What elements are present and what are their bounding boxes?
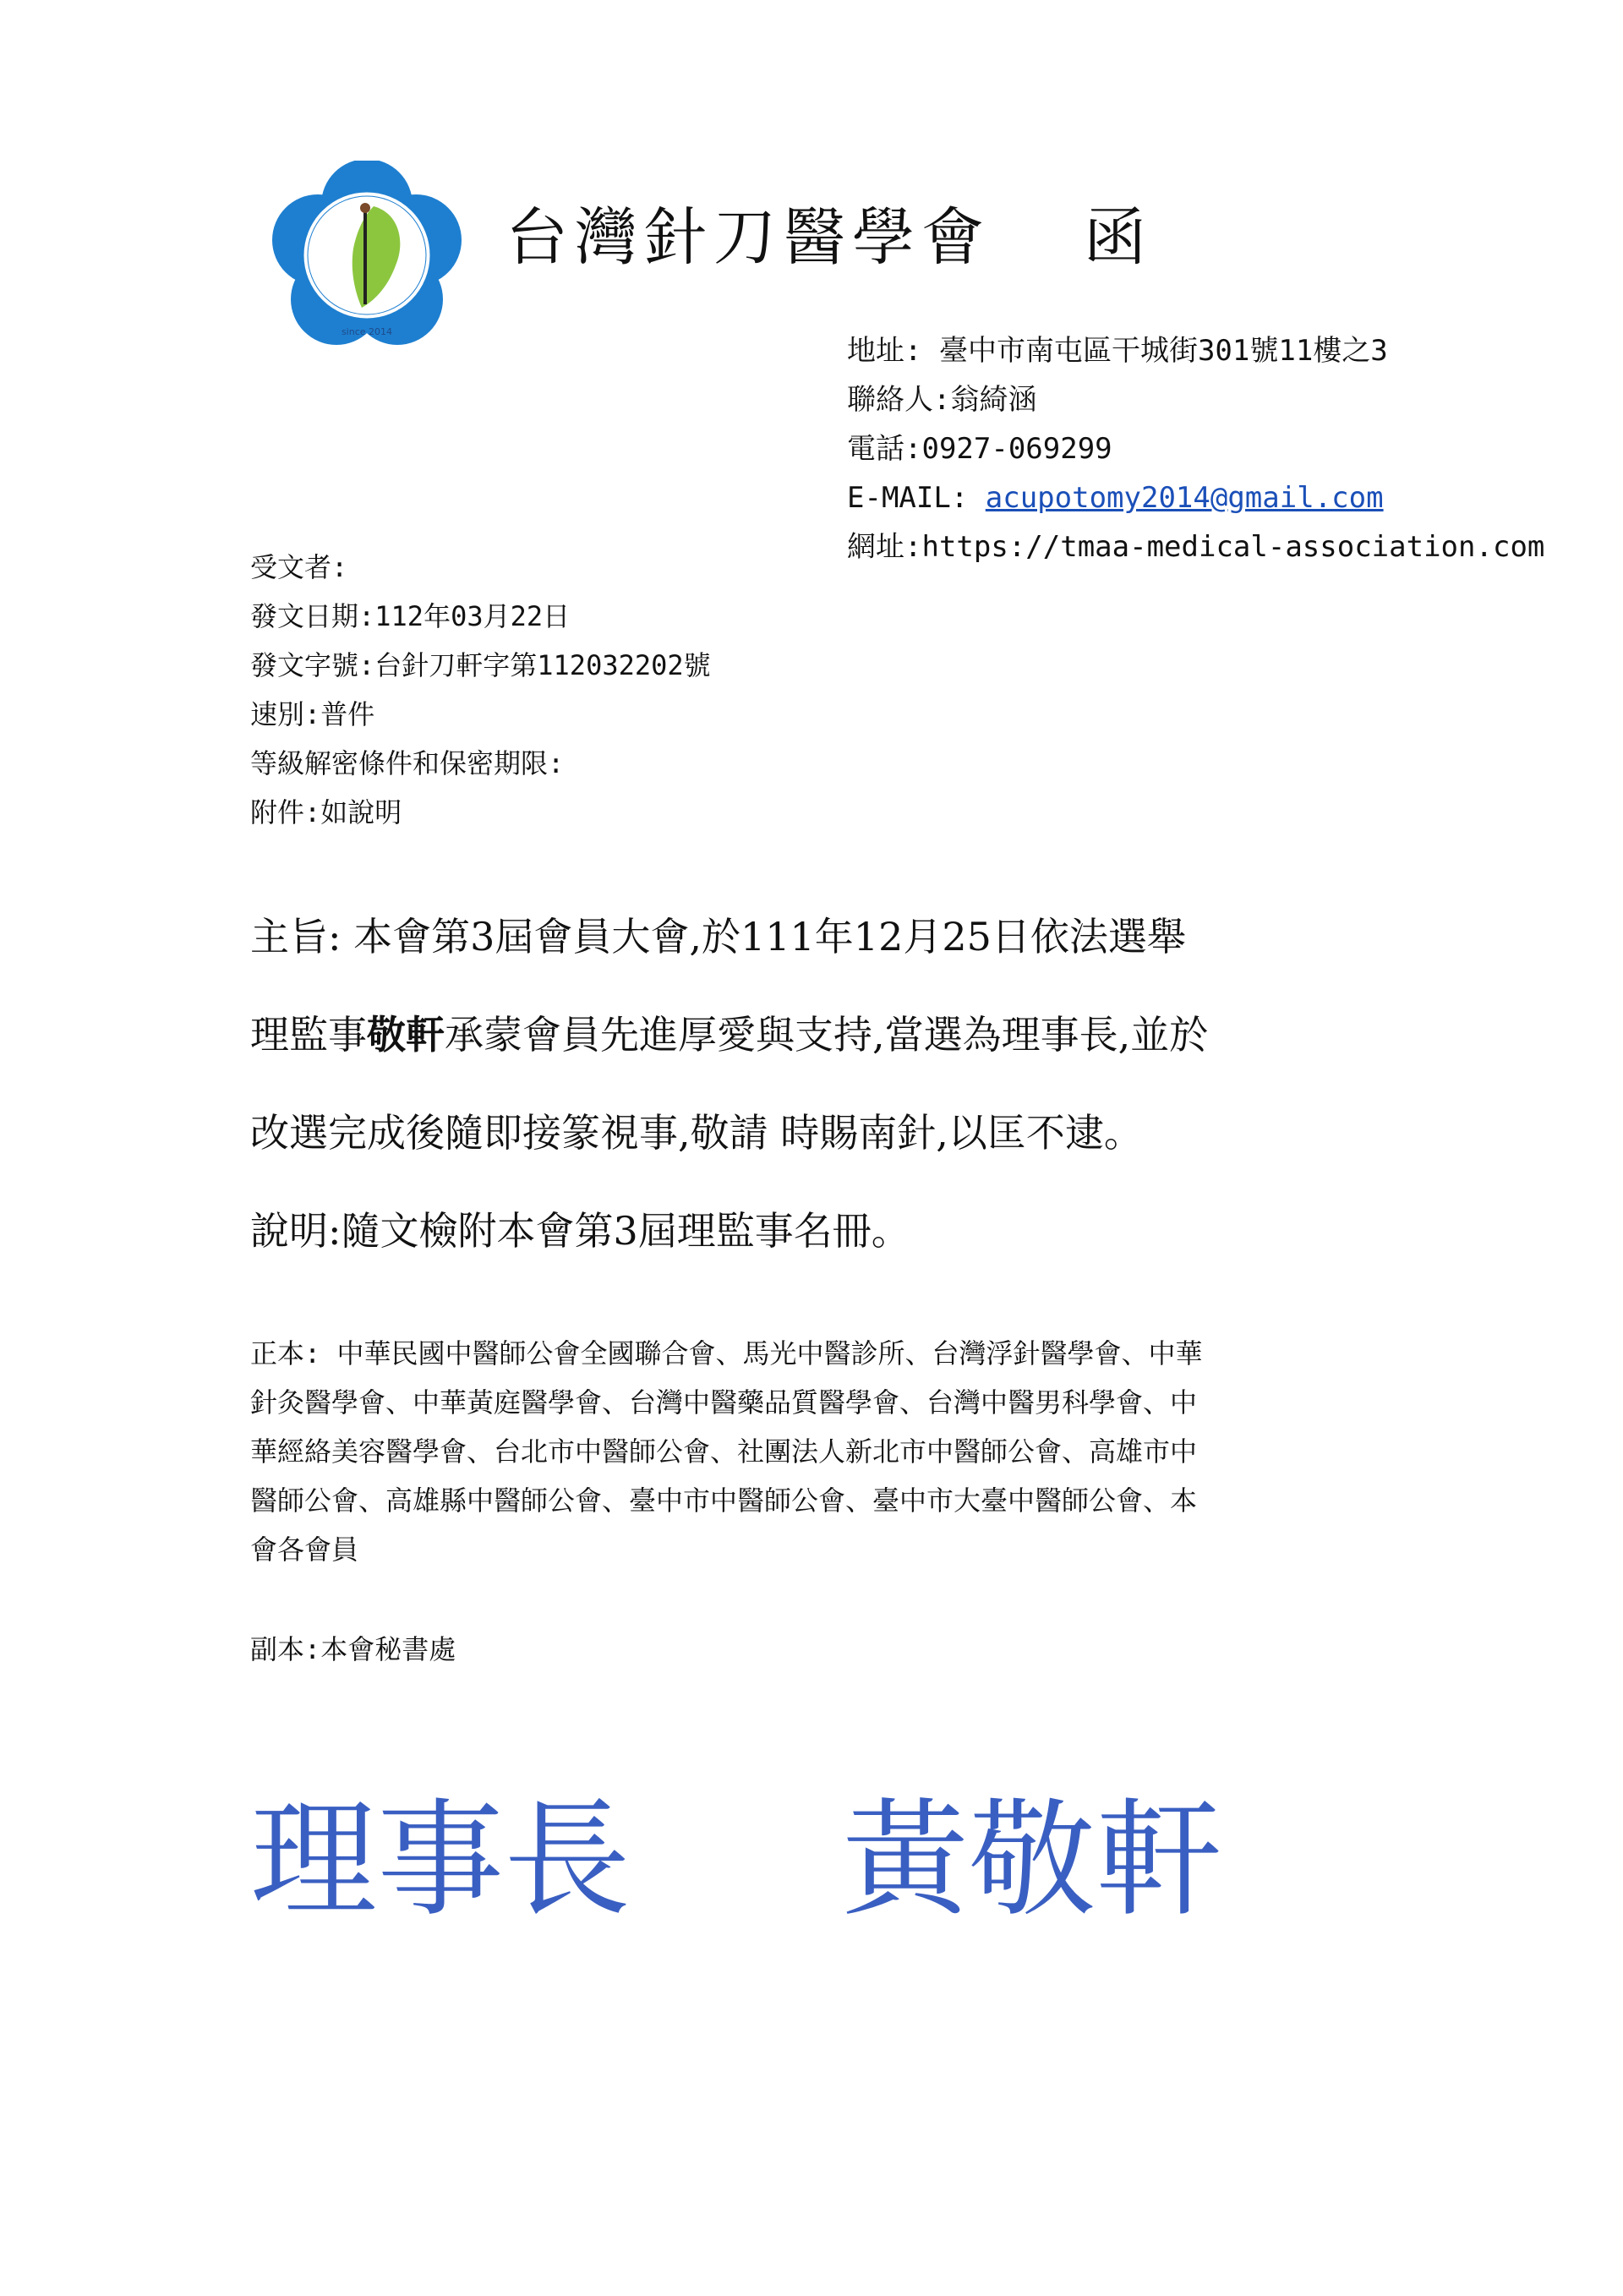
- contact-block: [847, 326, 1544, 571]
- distribution-line: 醫師公會、高雄縣中醫師公會、臺中市中醫師公會、臺中市大臺中醫師公會、本: [250, 1484, 1198, 1517]
- distribution-list: [250, 1329, 1400, 1574]
- email-label: E-MAIL:: [847, 481, 986, 515]
- document-title: [505, 201, 1153, 274]
- issue-date: 發文日期:112年03月22日: [250, 600, 571, 632]
- contact-phone: 電話:0927-069299: [847, 432, 1112, 466]
- attachment: 附件:如說明: [250, 796, 402, 828]
- delivery-speed: 速別:普件: [250, 698, 375, 730]
- letter-type: 函: [1084, 201, 1153, 274]
- logo-since-text: since 2014: [341, 326, 393, 337]
- contact-person: 聯絡人:翁綺涵: [847, 383, 1037, 417]
- document-meta: [250, 543, 711, 837]
- distribution-line: 華經絡美容醫學會、台北市中醫師公會、社團法人新北市中醫師公會、高雄市中: [250, 1435, 1198, 1468]
- explanation-line: 說明:隨文檢附本會第3屆理監事名冊。: [250, 1208, 910, 1254]
- contact-address: 地址: 臺中市南屯區干城街301號11樓之3: [847, 334, 1388, 368]
- association-name: 台灣針刀醫學會: [505, 201, 991, 274]
- subject-line-1: 主旨: 本會第3屆會員大會,於111年12月25日依法選舉: [250, 914, 1186, 959]
- name-bold: 敬軒: [367, 1012, 445, 1058]
- document-body: [250, 906, 1400, 1298]
- document-number: 發文字號:台針刀軒字第112032202號: [250, 649, 711, 681]
- subject-line-2: 理監事敬軒承蒙會員先進厚愛與支持,當選為理事長,並於: [250, 1012, 1209, 1058]
- subject-line-3: 改選完成後隨即接篆視事,敬請 時賜南針,以匡不逮。: [250, 1110, 1143, 1156]
- distribution-line: 針灸醫學會、中華黃庭醫學會、台灣中醫藥品質醫學會、台灣中醫男科學會、中: [250, 1386, 1198, 1419]
- distribution-line: 會各會員: [250, 1533, 359, 1566]
- signature-name: 黃敬軒: [842, 1787, 1223, 1934]
- association-logo-icon: [272, 161, 462, 350]
- distribution-line: 正本: 中華民國中醫師公會全國聯合會、馬光中醫診所、台灣浮針醫學會、中華: [250, 1337, 1203, 1369]
- recipient: 受文者:: [250, 551, 348, 583]
- classification: 等級解密條件和保密期限:: [250, 747, 565, 779]
- carbon-copy: 副本:本會秘書處: [250, 1633, 456, 1665]
- email-link[interactable]: acupotomy2014@gmail.com: [985, 481, 1384, 515]
- contact-website: 網址:https://tmaa-medical-association.com: [847, 530, 1545, 564]
- signature-title: 理事長: [250, 1787, 631, 1934]
- contact-email-row: [847, 473, 1544, 522]
- signature-block: [250, 1787, 1223, 1934]
